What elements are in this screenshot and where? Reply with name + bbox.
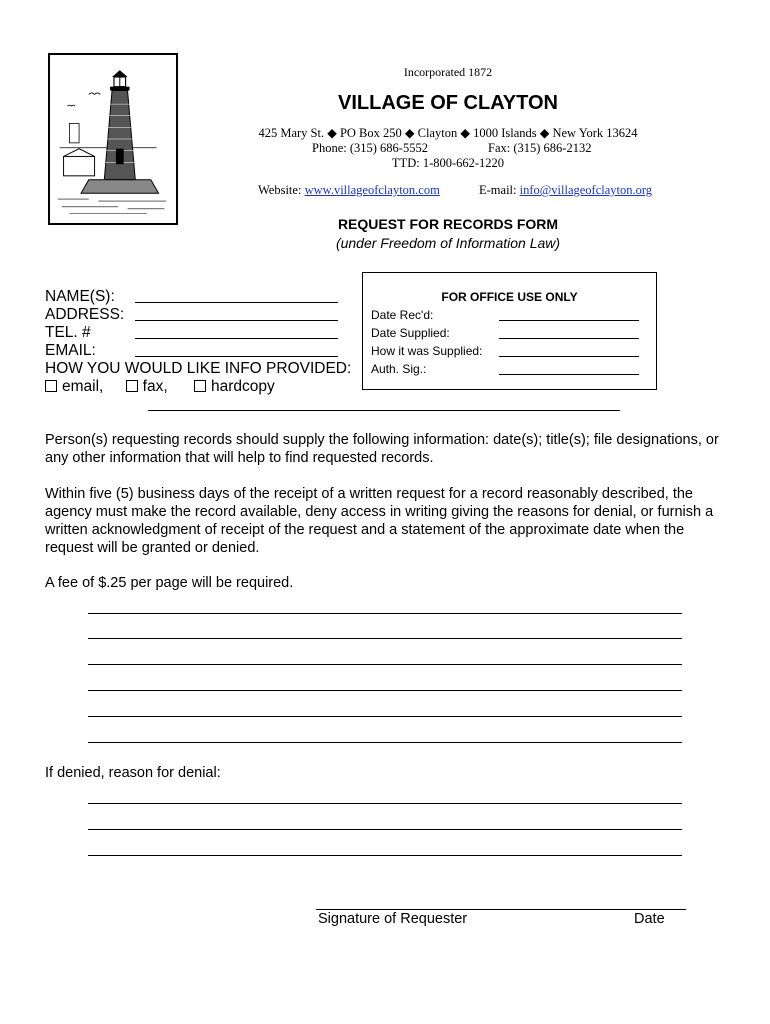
email-line	[479, 183, 652, 198]
name-field[interactable]	[135, 302, 338, 303]
address-label: ADDRESS:	[45, 306, 125, 323]
ttd-text: TTD: 1-800-662-1220	[391, 156, 505, 170]
office-date-received-field[interactable]	[499, 320, 639, 321]
village-title: VILLAGE OF CLAYTON	[337, 92, 559, 114]
fee-text: A fee of $.25 per page will be required.	[45, 575, 294, 591]
tel-label: TEL. #	[45, 324, 91, 341]
how-provided-label: HOW YOU WOULD LIKE INFO PROVIDED:	[45, 360, 352, 377]
email-field-label: EMAIL:	[45, 342, 96, 359]
section-divider	[148, 410, 620, 411]
email-checkbox[interactable]	[45, 380, 57, 392]
office-date-supplied-label: Date Supplied:	[371, 326, 450, 340]
policy-paragraph: Within five (5) business days of the receipt of a written request for a record reasonably described, the agency must make the record available, deny access in writing giving the reasons for denial, or furnish a written acknowledgment of receipt of the request and a statement of the approximate date when the request will be granted or denied.	[45, 486, 714, 556]
instructions-paragraph: Person(s) requesting records should supply the following information: date(s); title(s); file designations, or any other information that will help to find requested records.	[45, 432, 719, 466]
contact-block	[238, 126, 658, 171]
requester-fields	[45, 288, 355, 398]
office-date-received-label: Date Rec'd:	[371, 308, 434, 322]
denial-label: If denied, reason for denial:	[45, 765, 221, 781]
office-use-box	[362, 272, 657, 390]
denial-line[interactable]	[88, 803, 682, 804]
office-auth-sig-label: Auth. Sig.:	[371, 362, 427, 376]
denial-line[interactable]	[88, 829, 682, 830]
request-line[interactable]	[88, 613, 682, 614]
office-date-supplied-field[interactable]	[499, 338, 639, 339]
fax-text: Fax: (315) 686-2132	[488, 141, 592, 155]
lighthouse-icon	[50, 55, 176, 223]
form-subtitle: (under Freedom of Information Law)	[335, 235, 561, 251]
website-label: Website:	[258, 183, 302, 197]
address-line: 425 Mary St. ◆ PO Box 250 ◆ Clayton ◆ 1000 Islands ◆ New York 13624	[258, 126, 638, 140]
option-hardcopy-label: hardcopy	[210, 378, 275, 395]
email-field[interactable]	[135, 356, 338, 357]
option-email[interactable]	[45, 378, 103, 395]
website-link[interactable]: www.villageofclayton.com	[304, 183, 440, 197]
tel-field[interactable]	[135, 338, 338, 339]
hardcopy-checkbox[interactable]	[194, 380, 206, 392]
office-auth-sig-field[interactable]	[499, 374, 639, 375]
request-line[interactable]	[88, 690, 682, 691]
option-email-label: email,	[62, 378, 104, 395]
name-label: NAME(S):	[45, 288, 115, 305]
request-line[interactable]	[88, 638, 682, 639]
office-title: FOR OFFICE USE ONLY	[441, 290, 578, 304]
address-field[interactable]	[135, 320, 338, 321]
email-link[interactable]: info@villageofclayton.org	[519, 183, 653, 197]
email-label: E-mail:	[479, 183, 517, 197]
form-title: REQUEST FOR RECORDS FORM	[337, 216, 559, 232]
provide-options	[45, 378, 355, 396]
signature-field[interactable]	[316, 909, 686, 910]
request-line[interactable]	[88, 664, 682, 665]
option-fax-label: fax,	[142, 378, 168, 395]
fax-checkbox[interactable]	[126, 380, 138, 392]
date-label: Date	[634, 911, 665, 927]
signature-label: Signature of Requester	[318, 911, 468, 927]
denial-line[interactable]	[88, 855, 682, 856]
request-line[interactable]	[88, 742, 682, 743]
request-line[interactable]	[88, 716, 682, 717]
lighthouse-logo	[48, 53, 178, 225]
option-hardcopy[interactable]	[194, 378, 275, 395]
phone-text: Phone: (315) 686-5552	[312, 141, 428, 155]
incorporated-text: Incorporated 1872	[403, 65, 493, 79]
option-fax[interactable]	[126, 378, 168, 395]
website-line	[258, 183, 440, 198]
office-how-supplied-label: How it was Supplied:	[371, 344, 483, 358]
office-how-supplied-field[interactable]	[499, 356, 639, 357]
